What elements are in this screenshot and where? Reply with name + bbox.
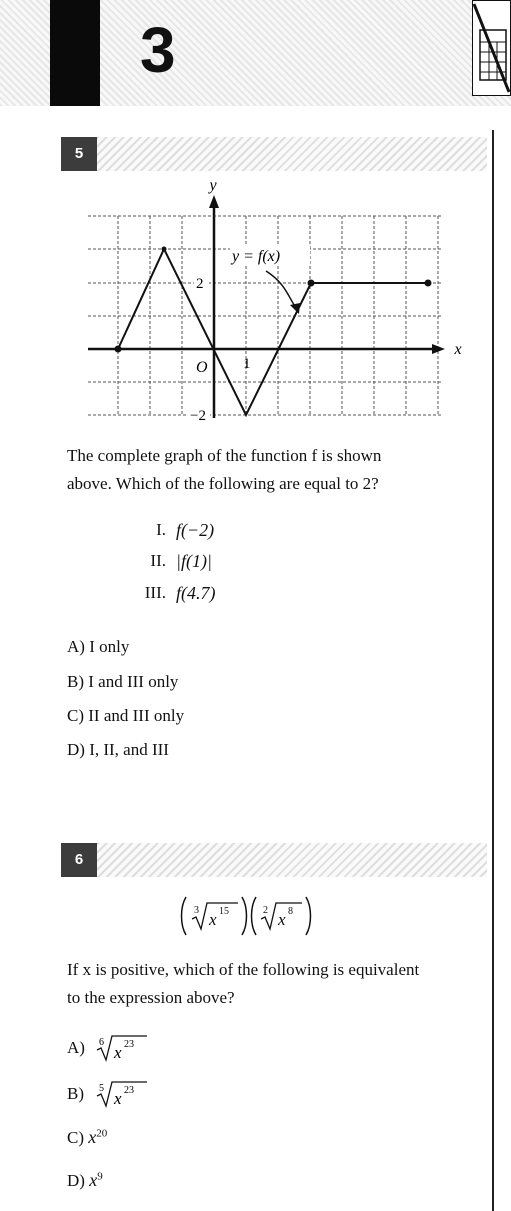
roman-item-3 <box>120 583 420 609</box>
radical-expression <box>180 893 320 939</box>
roman-expression: |f(1)| <box>176 551 212 571</box>
roman-expression: f(4.7) <box>176 583 216 603</box>
q5-choice-b[interactable] <box>67 672 178 692</box>
choice-letter: C) <box>67 1128 84 1147</box>
choice-letter: A) <box>67 1038 85 1057</box>
question-6-band <box>97 843 487 877</box>
radical-1-base: x <box>209 910 217 929</box>
section-header <box>0 0 511 106</box>
roman-numeral: III. <box>144 583 166 602</box>
function-graph <box>70 178 480 433</box>
radical-1-exponent: 15 <box>219 906 229 917</box>
choice-letter: D) <box>67 1171 85 1190</box>
q6-choice-c[interactable] <box>67 1127 107 1148</box>
radical-2-index: 2 <box>263 905 268 916</box>
curve-label: y = f(x) <box>232 248 281 265</box>
choice-b-radical <box>95 1078 175 1112</box>
q5-choice-d[interactable] <box>67 740 169 760</box>
q5-choice-a[interactable] <box>67 637 129 657</box>
tick-label-neg2: −2 <box>190 408 206 424</box>
question-5-stem-line-1: The complete graph of the function f is shown <box>67 446 382 465</box>
choice-c-base: x <box>88 1127 97 1147</box>
roman-numeral: I. <box>156 520 166 539</box>
question-6-stem-line-2: to the expression above? <box>67 988 235 1007</box>
q5-choice-c[interactable] <box>67 706 184 726</box>
choice-a-radical <box>95 1032 175 1066</box>
choice-text: II and III only <box>88 706 185 725</box>
choice-b-exponent: 23 <box>124 1085 134 1096</box>
choice-a-exponent: 23 <box>124 1039 134 1050</box>
choice-text: I and III only <box>88 672 179 691</box>
radical-2-base: x <box>278 910 286 929</box>
radical-1-index: 3 <box>194 905 199 916</box>
question-5-stem <box>67 442 381 498</box>
roman-numeral: II. <box>150 551 166 570</box>
tick-label-2: 2 <box>196 276 204 292</box>
q6-choice-a[interactable] <box>67 1038 267 1068</box>
choice-letter: D) <box>67 740 85 759</box>
choice-d-base: x <box>89 1170 98 1190</box>
choice-c-exponent: 20 <box>96 1127 108 1140</box>
column-divider <box>492 130 494 1211</box>
calculator-prohibited-icon <box>472 0 511 96</box>
question-6-stem <box>67 956 419 1012</box>
choice-letter: B) <box>67 1084 84 1103</box>
radical-2-exponent: 8 <box>288 906 293 917</box>
question-6-stem-line-1: If x is positive, which of the following is equivalent <box>67 960 420 979</box>
choice-d-exponent: 9 <box>97 1170 103 1183</box>
y-axis-label: y <box>209 178 217 194</box>
choice-a-base: x <box>114 1043 122 1062</box>
tick-label-1: 1 <box>243 356 251 372</box>
choice-letter: B) <box>67 672 84 691</box>
x-axis-label: x <box>454 341 462 358</box>
q6-choice-d[interactable] <box>67 1170 103 1191</box>
roman-item-1 <box>120 520 420 546</box>
question-number-5: 5 <box>61 137 97 171</box>
choice-a-index: 6 <box>99 1037 104 1048</box>
section-number: 3 <box>140 14 176 86</box>
choice-letter: A) <box>67 637 85 656</box>
question-5-band <box>97 137 487 171</box>
question-5-stem-line-2: above. Which of the following are equal to 2? <box>67 474 379 493</box>
origin-label: O <box>196 359 208 376</box>
choice-text: I only <box>89 637 130 656</box>
q6-choice-b[interactable] <box>67 1084 267 1114</box>
section-header-bar <box>50 0 100 106</box>
choice-letter: C) <box>67 706 84 725</box>
roman-item-2 <box>120 551 420 577</box>
roman-expression: f(−2) <box>176 520 215 540</box>
choice-b-base: x <box>114 1089 122 1108</box>
choice-b-index: 5 <box>99 1083 104 1094</box>
question-number-6: 6 <box>61 843 97 877</box>
choice-text: I, II, and III <box>89 740 169 759</box>
